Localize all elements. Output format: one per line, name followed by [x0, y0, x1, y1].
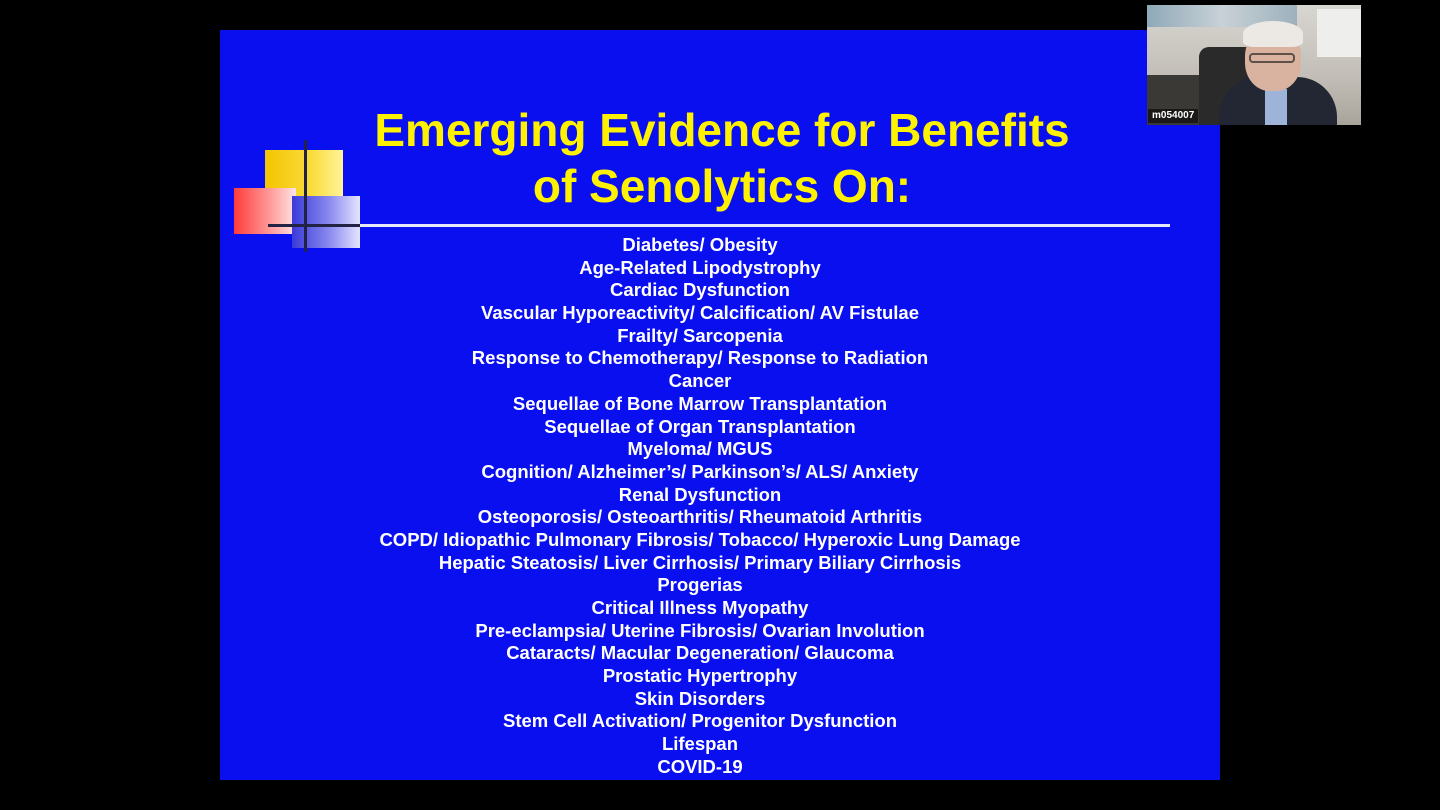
list-item: Lifespan: [661, 733, 739, 755]
list-item: Cataracts/ Macular Degeneration/ Glaucoma: [506, 642, 894, 664]
list-item: Myeloma/ MGUS: [627, 438, 773, 460]
list-item: Pre-eclampsia/ Uterine Fibrosis/ Ovarian Involution: [475, 619, 925, 641]
participant-glasses: [1249, 53, 1295, 63]
benefits-list: [220, 234, 1180, 779]
list-item: Stem Cell Activation/ Progenitor Dysfunction: [502, 710, 898, 732]
slide-title-line-1: Emerging Evidence for Benefits: [374, 104, 1070, 156]
video-whiteboard: [1317, 9, 1361, 57]
participant-name-label: m054007: [1148, 109, 1198, 123]
participant-hair: [1243, 21, 1303, 47]
title-divider: [360, 224, 1170, 227]
list-item: Vascular Hyporeactivity/ Calcification/ AV Fistulae: [481, 302, 919, 324]
list-item: Progerias: [657, 574, 743, 596]
slide-title-line-2: of Senolytics On:: [532, 160, 912, 212]
list-item: Prostatic Hypertrophy: [602, 665, 798, 687]
list-item: Age-Related Lipodystrophy: [579, 256, 821, 278]
list-item: Cardiac Dysfunction: [610, 279, 790, 301]
list-item: COVID-19: [657, 755, 743, 777]
list-item: Renal Dysfunction: [618, 483, 782, 505]
presentation-slide: [220, 30, 1220, 780]
list-item: Sequellae of Bone Marrow Transplantation: [512, 392, 888, 414]
list-item: Cancer: [668, 370, 732, 392]
slide-title: [220, 102, 1220, 214]
list-item: COPD/ Idiopathic Pulmonary Fibrosis/ Tobacco/ Hyperoxic Lung Damage: [379, 528, 1021, 550]
list-item: Skin Disorders: [634, 687, 766, 709]
list-item: Osteoporosis/ Osteoarthritis/ Rheumatoid Arthritis: [477, 506, 923, 528]
list-item: Response to Chemotherapy/ Response to Radiation: [471, 347, 929, 369]
list-item: Critical Illness Myopathy: [591, 597, 809, 618]
participant-shirt: [1265, 89, 1287, 125]
participant-video-tile[interactable]: [1147, 5, 1361, 125]
decor-horizontal-line: [268, 224, 360, 227]
list-item: Frailty/ Sarcopenia: [617, 324, 783, 346]
list-item: Cognition/ Alzheimer’s/ Parkinson’s/ ALS/ Anxiety: [481, 460, 919, 482]
list-item: Diabetes/ Obesity: [622, 234, 778, 255]
list-item: Sequellae of Organ Transplantation: [544, 415, 856, 437]
list-item: Hepatic Steatosis/ Liver Cirrhosis/ Primary Biliary Cirrhosis: [438, 551, 962, 573]
